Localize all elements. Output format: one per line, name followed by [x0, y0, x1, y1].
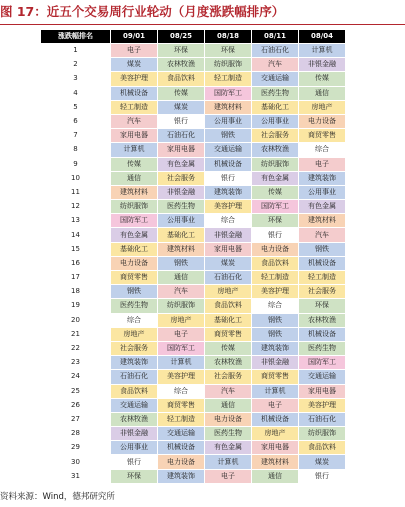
industry-cell: 建筑材料: [111, 185, 158, 199]
table-body: [41, 44, 346, 484]
header-week-3: 08/18: [205, 30, 252, 44]
rank-cell: 30: [41, 455, 111, 469]
table-row: [41, 256, 346, 270]
rank-cell: 20: [41, 313, 111, 327]
industry-cell: 建筑材料: [252, 455, 299, 469]
industry-cell: 社会服务: [299, 285, 346, 299]
table-row: [41, 370, 346, 384]
industry-cell: 电子: [252, 398, 299, 412]
header-rank: 涨跌幅排名: [41, 30, 111, 44]
industry-cell: 钢铁: [252, 313, 299, 327]
industry-cell: 食品饮料: [111, 384, 158, 398]
rank-cell: 15: [41, 242, 111, 256]
rank-cell: 27: [41, 412, 111, 426]
industry-cell: 轻工制造: [158, 412, 205, 426]
table-row: [41, 285, 346, 299]
rank-cell: 16: [41, 256, 111, 270]
industry-cell: 环保: [205, 44, 252, 58]
industry-cell: 轻工制造: [205, 72, 252, 86]
industry-cell: 钢铁: [158, 256, 205, 270]
industry-cell: 房地产: [299, 100, 346, 114]
industry-cell: 医药生物: [158, 200, 205, 214]
industry-cell: 非银金融: [158, 185, 205, 199]
industry-cell: 家用电器: [299, 384, 346, 398]
industry-cell: 电力设备: [111, 256, 158, 270]
table-row: [41, 427, 346, 441]
industry-cell: 传媒: [252, 185, 299, 199]
industry-cell: 房地产: [111, 327, 158, 341]
industry-cell: 建筑装饰: [252, 341, 299, 355]
industry-cell: 国防军工: [111, 214, 158, 228]
industry-cell: 国防军工: [252, 200, 299, 214]
industry-cell: 国防军工: [299, 356, 346, 370]
industry-cell: 计算机: [299, 44, 346, 58]
table-row: [41, 58, 346, 72]
industry-cell: 公用事业: [111, 441, 158, 455]
industry-cell: 汽车: [158, 285, 205, 299]
table-row: [41, 299, 346, 313]
industry-cell: 汽车: [299, 228, 346, 242]
industry-cell: 基础化工: [111, 242, 158, 256]
industry-cell: 综合: [252, 299, 299, 313]
industry-cell: 银行: [205, 171, 252, 185]
industry-cell: 汽车: [111, 114, 158, 128]
source-note: 资料来源：Wind，德邦研究所: [0, 492, 115, 502]
industry-cell: 公用事业: [299, 185, 346, 199]
industry-cell: 石油石化: [158, 129, 205, 143]
table-row: [41, 327, 346, 341]
industry-cell: 钢铁: [205, 129, 252, 143]
industry-cell: 社会服务: [205, 370, 252, 384]
industry-cell: 传媒: [158, 86, 205, 100]
industry-cell: 家用电器: [205, 242, 252, 256]
industry-cell: 建筑装饰: [299, 171, 346, 185]
industry-cell: 商贸零售: [252, 370, 299, 384]
table-row: [41, 412, 346, 426]
rank-cell: 17: [41, 271, 111, 285]
rank-cell: 1: [41, 44, 111, 58]
industry-cell: 石油石化: [252, 44, 299, 58]
industry-cell: 综合: [111, 313, 158, 327]
header-week-4: 08/11: [252, 30, 299, 44]
rank-cell: 22: [41, 341, 111, 355]
rank-cell: 5: [41, 100, 111, 114]
rank-cell: 29: [41, 441, 111, 455]
table-row: [41, 143, 346, 157]
industry-cell: 银行: [299, 469, 346, 483]
industry-cell: 交通运输: [252, 72, 299, 86]
industry-cell: 国防军工: [205, 86, 252, 100]
industry-cell: 环保: [299, 299, 346, 313]
table-row: [41, 214, 346, 228]
industry-cell: 计算机: [158, 356, 205, 370]
table-row: [41, 114, 346, 128]
industry-cell: 有色金属: [111, 228, 158, 242]
rank-cell: 7: [41, 129, 111, 143]
rank-cell: 25: [41, 384, 111, 398]
industry-cell: 纺织服饰: [252, 157, 299, 171]
header-week-1: 09/01: [111, 30, 158, 44]
industry-cell: 石油石化: [111, 370, 158, 384]
table-row: [41, 185, 346, 199]
rank-cell: 11: [41, 185, 111, 199]
industry-cell: 有色金属: [252, 171, 299, 185]
table-row: [41, 441, 346, 455]
table-row: [41, 228, 346, 242]
industry-cell: 交通运输: [111, 398, 158, 412]
industry-cell: 食品饮料: [299, 441, 346, 455]
table-row: [41, 242, 346, 256]
industry-cell: 电子: [205, 469, 252, 483]
table-row: [41, 356, 346, 370]
industry-cell: 纺织服饰: [299, 427, 346, 441]
industry-cell: 美容护理: [252, 285, 299, 299]
industry-cell: 传媒: [205, 341, 252, 355]
industry-cell: 机械设备: [111, 86, 158, 100]
industry-cell: 通信: [205, 398, 252, 412]
industry-cell: 交通运输: [205, 143, 252, 157]
industry-cell: 综合: [299, 143, 346, 157]
table-row: [41, 44, 346, 58]
rank-cell: 31: [41, 469, 111, 483]
table-row: [41, 86, 346, 100]
rank-cell: 2: [41, 58, 111, 72]
industry-cell: 美容护理: [205, 200, 252, 214]
table-row: [41, 341, 346, 355]
industry-cell: 石油石化: [299, 412, 346, 426]
table-row: [41, 171, 346, 185]
industry-cell: 食品饮料: [158, 72, 205, 86]
industry-cell: 建筑装饰: [111, 356, 158, 370]
industry-cell: 非银金融: [252, 356, 299, 370]
industry-cell: 环保: [158, 44, 205, 58]
rank-cell: 8: [41, 143, 111, 157]
table-row: [41, 100, 346, 114]
table-header-row: [41, 30, 346, 44]
industry-cell: 银行: [252, 228, 299, 242]
industry-cell: 社会服务: [158, 171, 205, 185]
table-row: [41, 398, 346, 412]
industry-cell: 公用事业: [252, 114, 299, 128]
rank-cell: 21: [41, 327, 111, 341]
industry-cell: 汽车: [205, 384, 252, 398]
industry-cell: 电力设备: [252, 242, 299, 256]
industry-cell: 建筑装饰: [205, 185, 252, 199]
industry-cell: 传媒: [299, 72, 346, 86]
industry-cell: 商贸零售: [299, 129, 346, 143]
rank-cell: 6: [41, 114, 111, 128]
industry-cell: 电力设备: [158, 455, 205, 469]
table-row: [41, 157, 346, 171]
table-row: [41, 455, 346, 469]
industry-cell: 非银金融: [205, 228, 252, 242]
rank-cell: 18: [41, 285, 111, 299]
industry-cell: 石油石化: [205, 271, 252, 285]
industry-cell: 电力设备: [205, 412, 252, 426]
industry-cell: 基础化工: [252, 100, 299, 114]
header-week-5: 08/04: [299, 30, 346, 44]
rank-cell: 9: [41, 157, 111, 171]
rank-cell: 12: [41, 200, 111, 214]
industry-cell: 电子: [158, 327, 205, 341]
industry-cell: 环保: [252, 214, 299, 228]
rank-cell: 3: [41, 72, 111, 86]
industry-cell: 电子: [299, 157, 346, 171]
industry-cell: 商贸零售: [205, 327, 252, 341]
industry-cell: 通信: [252, 469, 299, 483]
industry-cell: 煤炭: [299, 455, 346, 469]
table-row: [41, 129, 346, 143]
industry-cell: 有色金属: [205, 441, 252, 455]
industry-cell: 食品饮料: [205, 299, 252, 313]
industry-cell: 纺织服饰: [158, 299, 205, 313]
industry-cell: 汽车: [252, 58, 299, 72]
industry-cell: 综合: [158, 384, 205, 398]
industry-cell: 机械设备: [158, 441, 205, 455]
industry-cell: 通信: [158, 271, 205, 285]
industry-cell: 煤炭: [111, 58, 158, 72]
industry-cell: 通信: [111, 171, 158, 185]
industry-cell: 房地产: [252, 427, 299, 441]
industry-rotation-table: [40, 29, 346, 484]
rank-cell: 24: [41, 370, 111, 384]
industry-cell: 建筑材料: [158, 242, 205, 256]
industry-cell: 煤炭: [205, 256, 252, 270]
industry-cell: 商贸零售: [158, 398, 205, 412]
industry-cell: 医药生物: [205, 427, 252, 441]
industry-cell: 机械设备: [205, 157, 252, 171]
industry-cell: 钢铁: [252, 327, 299, 341]
rank-cell: 28: [41, 427, 111, 441]
industry-cell: 机械设备: [299, 256, 346, 270]
industry-cell: 农林牧渔: [299, 313, 346, 327]
industry-cell: 建筑材料: [299, 214, 346, 228]
rank-cell: 4: [41, 86, 111, 100]
industry-cell: 计算机: [205, 455, 252, 469]
industry-cell: 美容护理: [111, 72, 158, 86]
industry-cell: 社会服务: [111, 341, 158, 355]
industry-cell: 银行: [111, 455, 158, 469]
industry-cell: 医药生物: [299, 341, 346, 355]
industry-cell: 通信: [299, 86, 346, 100]
industry-cell: 农林牧渔: [252, 143, 299, 157]
rank-cell: 13: [41, 214, 111, 228]
industry-cell: 建筑装饰: [158, 469, 205, 483]
industry-cell: 房地产: [205, 285, 252, 299]
industry-cell: 轻工制造: [299, 271, 346, 285]
industry-cell: 家用电器: [252, 441, 299, 455]
industry-cell: 基础化工: [205, 313, 252, 327]
industry-cell: 农林牧渔: [158, 58, 205, 72]
rank-cell: 23: [41, 356, 111, 370]
figure-title: 图 17：近五个交易周行业轮动（月度涨跌幅排序）: [0, 4, 285, 19]
industry-cell: 农林牧渔: [111, 412, 158, 426]
industry-cell: 美容护理: [158, 370, 205, 384]
table-row: [41, 271, 346, 285]
industry-cell: 钢铁: [299, 242, 346, 256]
industry-cell: 商贸零售: [111, 271, 158, 285]
industry-cell: 农林牧渔: [205, 356, 252, 370]
rank-cell: 10: [41, 171, 111, 185]
industry-cell: 基础化工: [158, 228, 205, 242]
rank-cell: 26: [41, 398, 111, 412]
industry-cell: 轻工制造: [111, 100, 158, 114]
industry-cell: 纺织服饰: [111, 200, 158, 214]
industry-cell: 电子: [111, 44, 158, 58]
industry-cell: 食品饮料: [252, 256, 299, 270]
header-week-2: 08/25: [158, 30, 205, 44]
industry-cell: 电力设备: [299, 114, 346, 128]
industry-cell: 有色金属: [158, 157, 205, 171]
table-row: [41, 469, 346, 483]
industry-cell: 钢铁: [111, 285, 158, 299]
industry-cell: 美容护理: [299, 398, 346, 412]
table-row: [41, 72, 346, 86]
industry-cell: 银行: [158, 114, 205, 128]
industry-cell: 机械设备: [252, 412, 299, 426]
industry-cell: 纺织服饰: [205, 58, 252, 72]
table-row: [41, 384, 346, 398]
industry-cell: 机械设备: [299, 327, 346, 341]
industry-cell: 交通运输: [158, 427, 205, 441]
rank-cell: 19: [41, 299, 111, 313]
table-row: [41, 313, 346, 327]
industry-cell: 社会服务: [252, 129, 299, 143]
industry-cell: 建筑材料: [205, 100, 252, 114]
industry-cell: 公用事业: [205, 114, 252, 128]
industry-cell: 计算机: [252, 384, 299, 398]
industry-cell: 医药生物: [111, 299, 158, 313]
industry-cell: 家用电器: [111, 129, 158, 143]
industry-cell: 家用电器: [158, 143, 205, 157]
industry-cell: 国防军工: [158, 341, 205, 355]
industry-cell: 轻工制造: [252, 271, 299, 285]
table-row: [41, 200, 346, 214]
industry-cell: 非银金融: [111, 427, 158, 441]
title-divider: [0, 24, 405, 25]
industry-cell: 环保: [111, 469, 158, 483]
industry-cell: 非银金融: [299, 58, 346, 72]
industry-cell: 房地产: [158, 313, 205, 327]
industry-cell: 有色金属: [299, 200, 346, 214]
industry-cell: 交通运输: [299, 370, 346, 384]
industry-cell: 综合: [205, 214, 252, 228]
industry-cell: 传媒: [111, 157, 158, 171]
industry-cell: 煤炭: [158, 100, 205, 114]
rank-cell: 14: [41, 228, 111, 242]
industry-cell: 计算机: [111, 143, 158, 157]
industry-cell: 医药生物: [252, 86, 299, 100]
industry-cell: 公用事业: [158, 214, 205, 228]
